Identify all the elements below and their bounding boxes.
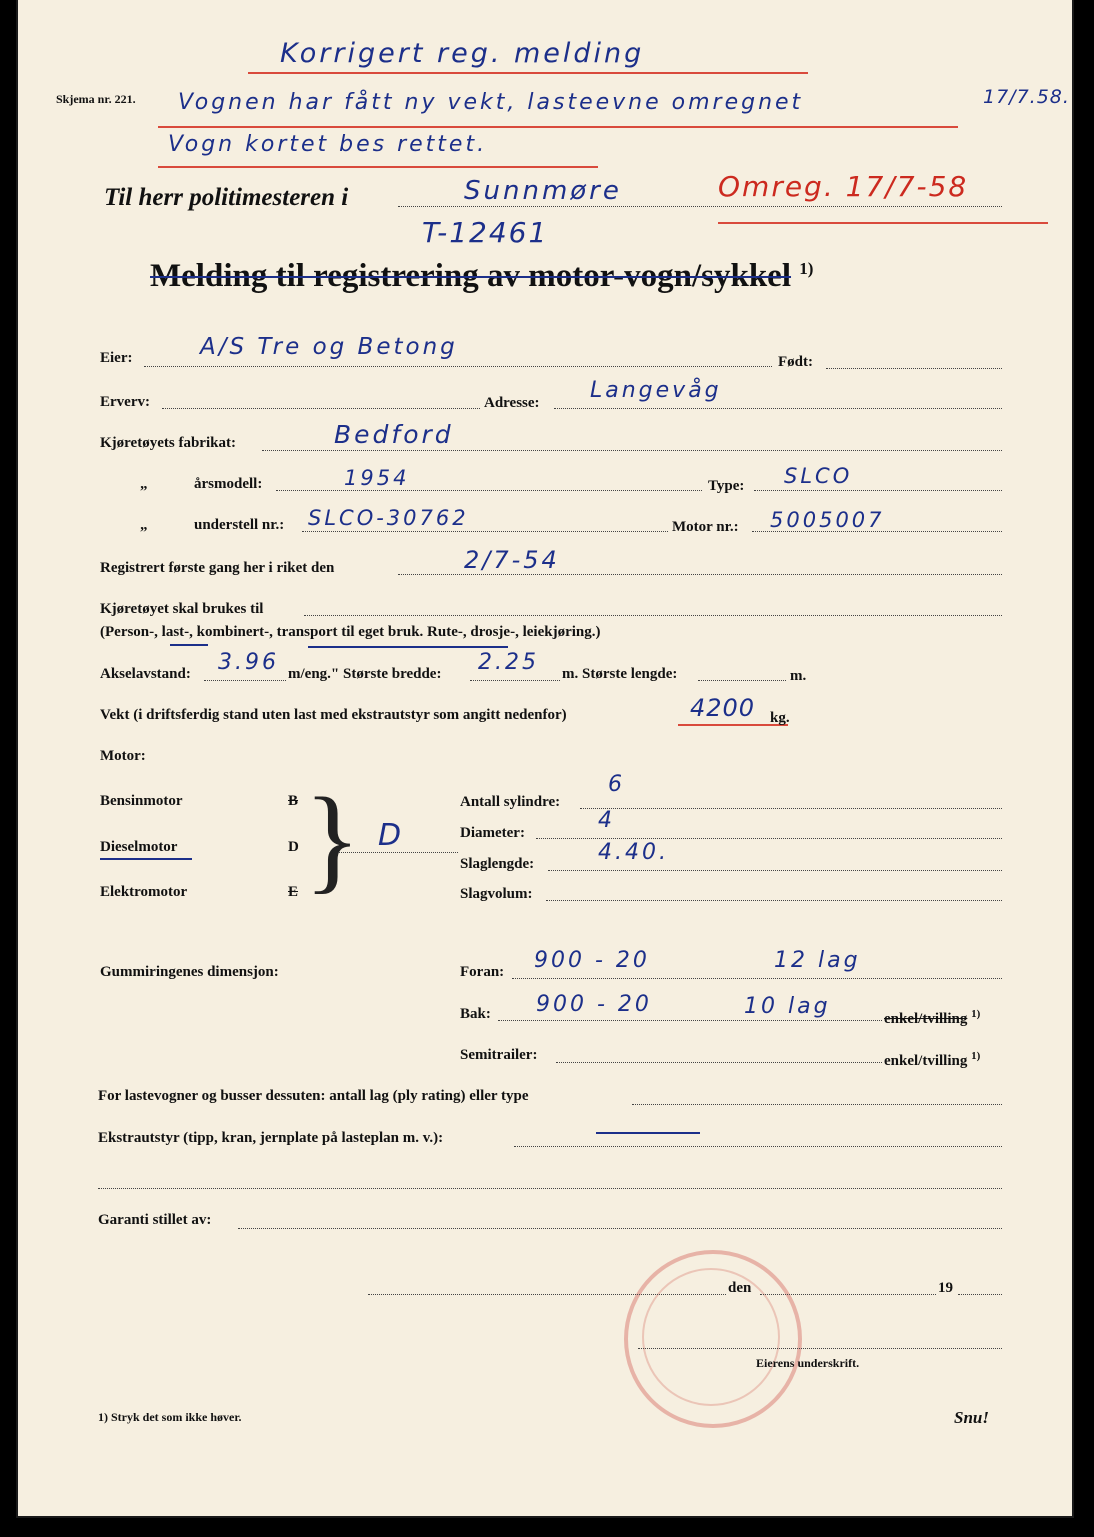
- gummi-label: Gummiringenes dimensjon:: [100, 964, 279, 980]
- lengde-unit: m.: [790, 668, 807, 684]
- understell-line: [302, 531, 668, 532]
- vekt-unit: kg.: [770, 710, 790, 726]
- registrert-label: Registrert første gang her i riket den: [100, 560, 335, 576]
- elektro-label: Elektromotor: [100, 884, 188, 900]
- adresse-value: Langevåg: [590, 378, 722, 403]
- addressee-value: Sunnmøre: [464, 176, 622, 206]
- bredde-line: [470, 680, 560, 681]
- adresse-label: Adresse:: [484, 395, 540, 411]
- eier-value: A/S Tre og Betong: [200, 334, 458, 360]
- diesel-underline: [100, 858, 192, 860]
- ditto-mark-1: „: [140, 476, 148, 492]
- bak-value: 900 - 20: [536, 992, 652, 1017]
- brukes-line: [304, 615, 1002, 616]
- form-title-text: Melding til registrering av motor-vogn/sykkel: [150, 258, 792, 294]
- foran-value: 900 - 20: [534, 948, 650, 973]
- form-title: [150, 258, 813, 295]
- date-line: [760, 1294, 936, 1295]
- bak-label: Bak:: [460, 1006, 491, 1022]
- correction-underline: [248, 72, 808, 74]
- slagvolum-label: Slagvolum:: [460, 886, 533, 902]
- bensin-code: B: [288, 793, 299, 809]
- addressee-red-line: [718, 222, 1048, 224]
- registrert-value: 2/7-54: [464, 546, 560, 574]
- addressee-label: Til herr politimesteren i: [104, 184, 349, 211]
- garanti-label: Garanti stillet av:: [98, 1212, 212, 1228]
- signature-line: [638, 1348, 1002, 1349]
- arsmodell-label: årsmodell:: [194, 476, 263, 492]
- brukes-label: Kjøretøyet skal brukes til: [100, 601, 264, 617]
- correction-title: Korrigert reg. melding: [280, 38, 645, 69]
- erverv-line: [162, 408, 480, 409]
- aksel-label: Akselavstand:: [100, 666, 191, 682]
- arsmodell-line: [276, 490, 702, 491]
- semi-label: Semitrailer:: [460, 1047, 538, 1063]
- understell-value: SLCO-30762: [308, 506, 469, 530]
- foran-label: Foran:: [460, 964, 505, 980]
- motor-type-value: D: [378, 818, 405, 853]
- erverv-label: Erverv:: [100, 394, 150, 410]
- last-underline: [170, 644, 208, 646]
- correction-line-1: Vognen har fått ny vekt, lasteevne omregnet: [178, 90, 804, 115]
- official-stamp-inner: [642, 1268, 780, 1406]
- motor-nr-value: 5005007: [770, 508, 885, 532]
- semi-suffix-text: enkel/tvilling: [884, 1053, 968, 1069]
- snu-label: Snu!: [954, 1408, 989, 1427]
- ply-line: [632, 1104, 1002, 1105]
- transport-underline: [308, 646, 508, 648]
- ply-label: For lastevogner og busser dessuten: antall lag (ply rating) eller type: [98, 1088, 529, 1104]
- motor-label: Motor:: [100, 748, 146, 764]
- lengde-line: [698, 680, 786, 681]
- bak-line: [498, 1020, 882, 1021]
- ekstra-line-2: [98, 1188, 1002, 1189]
- aksel-unit: m/eng." Største bredde:: [288, 666, 442, 682]
- ekstra-dash: [596, 1132, 700, 1134]
- fabrikat-label: Kjøretøyets fabrikat:: [100, 435, 236, 451]
- fabrikat-value: Bedford: [334, 420, 454, 449]
- slagvolum-line: [546, 900, 1002, 901]
- aksel-line: [204, 680, 286, 681]
- fabrikat-line: [262, 450, 1002, 451]
- place-line: [368, 1294, 726, 1295]
- ekstra-line: [514, 1146, 1002, 1147]
- year-line: [958, 1294, 1002, 1295]
- foran-ply: 12 lag: [774, 948, 861, 973]
- correction-underline-3: [158, 166, 598, 168]
- registrert-line: [398, 574, 1002, 575]
- bredde-unit: m. Største lengde:: [562, 666, 678, 682]
- slaglengde-label: Slaglengde:: [460, 856, 535, 872]
- addressee-red-note: Omreg. 17/7-58: [718, 170, 969, 203]
- ditto-mark-2: „: [140, 517, 148, 533]
- form-title-note: 1): [799, 259, 814, 278]
- registration-number: T-12461: [422, 216, 549, 249]
- foran-line: [512, 978, 1002, 979]
- vekt-label: Vekt (i driftsferdig stand uten last med ekstrautstyr som angitt nedenfor): [100, 707, 567, 723]
- fodt-line: [826, 368, 1002, 369]
- diesel-label: Dieselmotor: [100, 839, 178, 855]
- semi-suffix: [884, 1050, 980, 1070]
- bak-suffix-text: enkel/tvilling: [884, 1011, 968, 1027]
- diameter-line: [536, 838, 1002, 839]
- correction-underline-2: [158, 126, 958, 128]
- type-label: Type:: [708, 478, 745, 494]
- bredde-value: 2.25: [478, 650, 539, 675]
- semi-footnote-ref: 1): [971, 1050, 981, 1062]
- bak-suffix: [884, 1008, 980, 1028]
- type-line: [754, 490, 1002, 491]
- understell-label: understell nr.:: [194, 517, 285, 533]
- bensin-label: Bensinmotor: [100, 793, 183, 809]
- diesel-code: D: [288, 839, 299, 855]
- den-label: den: [728, 1280, 752, 1296]
- addressee-line: [398, 206, 1002, 207]
- footnote: 1) Stryk det som ikke høver.: [98, 1410, 242, 1424]
- correction-date: 17/7.58.: [983, 86, 1070, 108]
- slaglengde-line: [548, 870, 1002, 871]
- aksel-value: 3.96: [218, 650, 279, 675]
- eier-line: [144, 366, 772, 367]
- motor-brace: }: [304, 773, 361, 904]
- signature-label: Eierens underskrift.: [756, 1356, 860, 1370]
- motor-nr-label: Motor nr.:: [672, 519, 739, 535]
- ekstra-label: Ekstrautstyr (tipp, kran, jernplate på lasteplan m. v.):: [98, 1130, 444, 1146]
- eier-label: Eier:: [100, 350, 133, 366]
- form-page: [18, 0, 1072, 1516]
- garanti-line: [238, 1228, 1002, 1229]
- correction-line-2: Vogn kortet bes rettet.: [168, 132, 488, 157]
- type-value: SLCO: [784, 464, 853, 488]
- bak-footnote-ref: 1): [971, 1008, 981, 1020]
- bak-ply: 10 lag: [744, 994, 831, 1019]
- slaglengde-value: 4.40.: [598, 840, 669, 865]
- year-label: 19: [938, 1280, 953, 1296]
- semi-line: [556, 1062, 882, 1063]
- vekt-value: 4200: [690, 694, 756, 722]
- elektro-code: E: [288, 884, 299, 900]
- brukes-note: (Person-, last-, kombinert-, transport til eget bruk. Rute-, drosje-, leiekjøring.): [100, 624, 601, 640]
- sylindre-label: Antall sylindre:: [460, 794, 561, 810]
- diameter-value: 4: [598, 808, 615, 833]
- fodt-label: Født:: [778, 354, 813, 370]
- diameter-label: Diameter:: [460, 825, 525, 841]
- schema-number: Skjema nr. 221.: [56, 92, 136, 106]
- arsmodell-value: 1954: [344, 466, 410, 490]
- sylindre-value: 6: [608, 772, 625, 797]
- sylindre-line: [580, 808, 1002, 809]
- adresse-line: [554, 408, 1002, 409]
